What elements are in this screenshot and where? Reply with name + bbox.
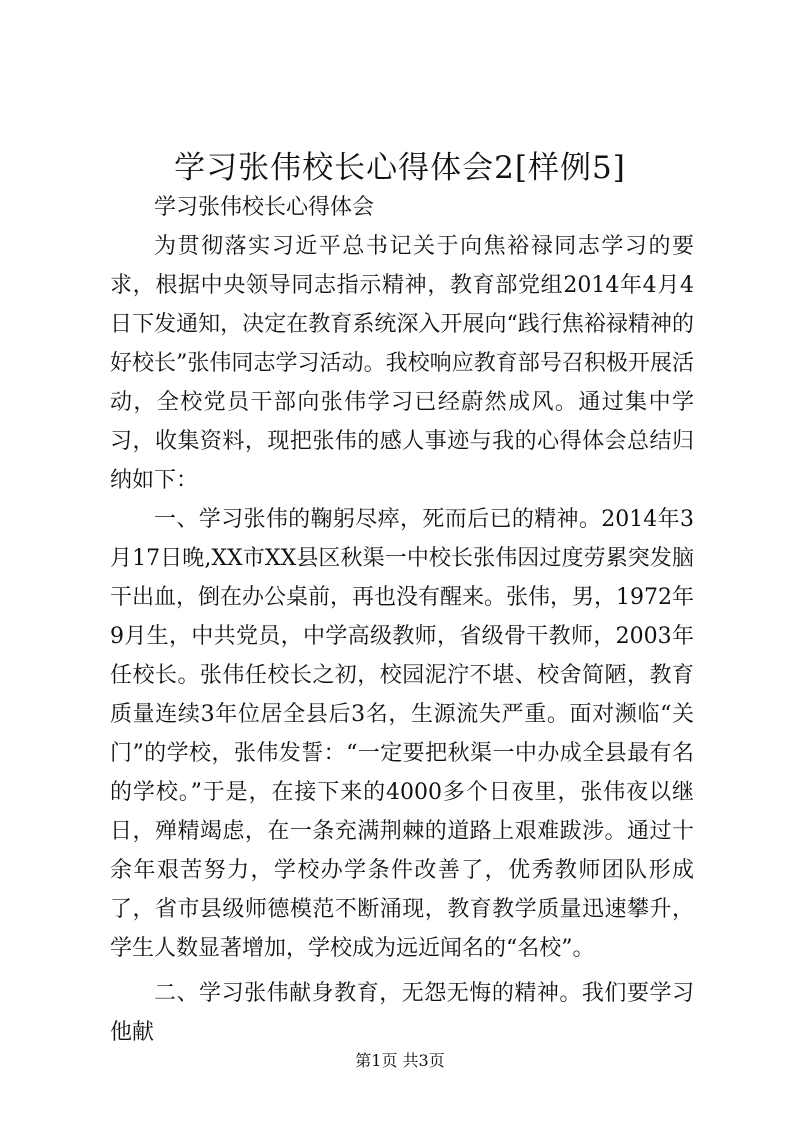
paragraph-intro: 为贯彻落实习近平总书记关于向焦裕禄同志学习的要求，根据中央领导同志指示精神，教育部党组2014年4月4日下发通知，决定在教育系统深入开展向“践行焦裕禄精神的好校长”张伟同志学习活动。我校响应教育部号召积极开展活动，全校党员干部向张伟学习已经蔚然成风。通过集中学习，收集资料，现把张伟的感人事迹与我的心得体会总结归纳如下： (110, 234, 694, 493)
document-title: 学习张伟校长心得体会2[样例5] (174, 150, 626, 186)
document-subtitle: 学习张伟校长心得体会 (154, 195, 375, 220)
paragraph-section-two: 二、学习张伟献身教育，无怨无悔的精神。我们要学习他献 (110, 981, 694, 1045)
page-footer: 第1页 共3页 (355, 1051, 445, 1070)
paragraph-section-one: 一、学习张伟的鞠躬尽瘁，死而后已的精神。2014年3月17日晚,XX市XX县区秋渠一中校长张伟因过度劳累突发脑干出血，倒在办公桌前，再也没有醒来。张伟，男，1972年9月生，中共党员，中学高级教师，省级骨干教师，2003年任校长。张伟任校长之初，校园泥泞不堪、校舍简陋，教育质量连续3年位居全县后3名，生源流失严重。面对濒临“关门”的学校，张伟发誓：“一定要把秋渠一中办成全县最有名的学校。”于是，在接下来的4000多个日夜里，张伟夜以继日，殚精竭虑，在一条充满荆棘的道路上艰难跋涉。通过十余年艰苦努力，学校办学条件改善了，优秀教师团队形成了，省市县级师德模范不断涌现，教育教学质量迅速攀升，学生人数显著增加，学校成为远近闻名的“名校”。 (110, 507, 694, 961)
document-body (110, 188, 694, 1052)
